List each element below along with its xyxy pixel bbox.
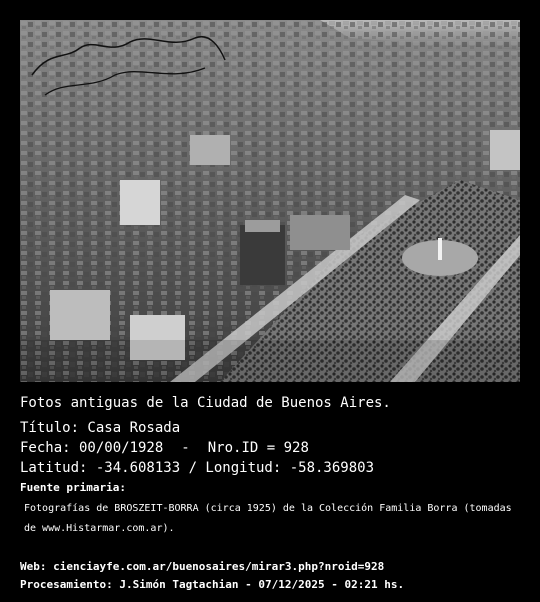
source-label: Fuente primaria: [20, 481, 126, 494]
date-and-id [20, 440, 309, 456]
aerial-photo-drawing [20, 20, 520, 382]
web-link: Web: cienciayfe.com.ar/buenosaires/mirar3.php?nroid=928 [20, 560, 385, 573]
separator: - [181, 440, 190, 456]
series-title: Fotos antiguas de la Ciudad de Buenos Aires. [20, 395, 391, 411]
photo-id: Nro.ID = 928 [207, 440, 309, 456]
processing-credit: Procesamiento: J.Simón Tagtachian - 07/12/2025 - 02:21 hs. [20, 578, 405, 591]
photo-date: Fecha: 00/00/1928 [20, 440, 164, 456]
aerial-photo [20, 20, 520, 382]
source-text: Fotografías de BROSZEIT-BORRA (circa 1925) de la Colección Familia Borra (tomadas de www.Histarmar.com.ar). [24, 503, 512, 534]
coordinates: Latitud: -34.608133 / Longitud: -58.369803 [20, 460, 375, 476]
photo-title: Título: Casa Rosada [20, 420, 181, 436]
